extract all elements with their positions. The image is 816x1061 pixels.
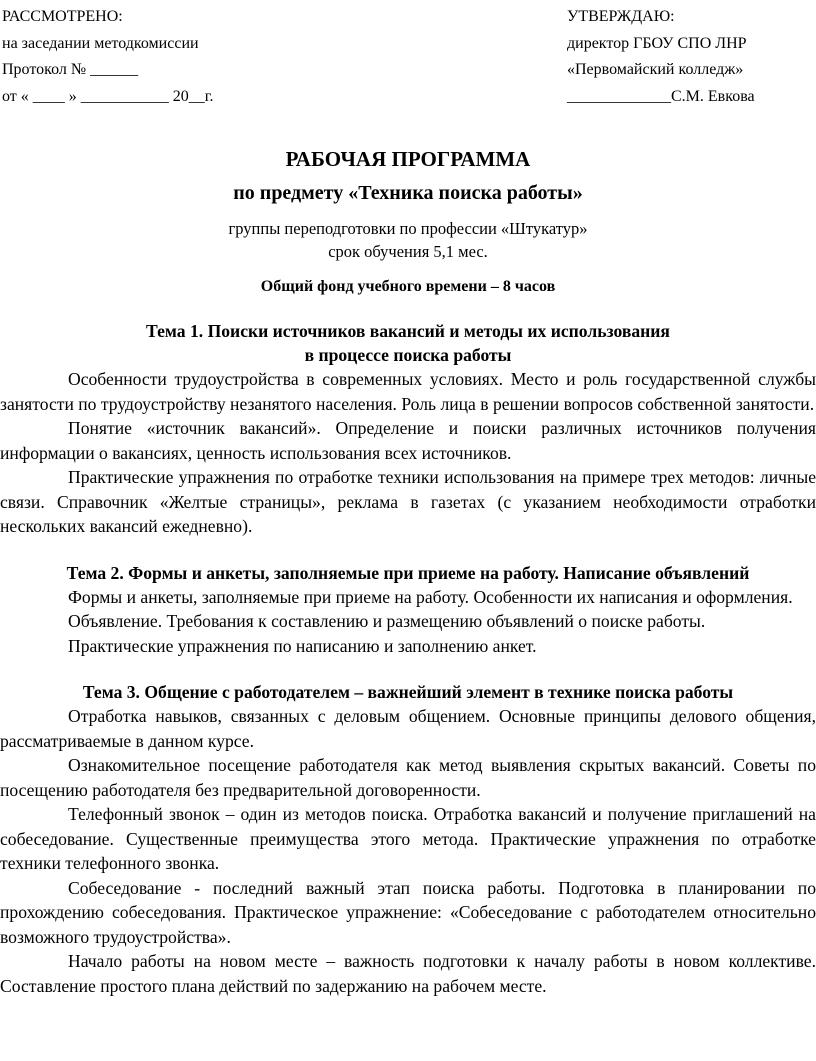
paragraph: Телефонный звонок – один из методов поиска. Отработка вакансий и получение приглашений на собеседование. Существенные преимущества этого метода. Практические упражнения по отработке техники телефонного звонка.: [0, 804, 816, 873]
duration-line: срок обучения 5,1 мес.: [328, 242, 488, 261]
paragraph: Начало работы на новом месте – важность подготовки к началу работы в новом коллективе. Составление простого плана действий по задержанию на рабочем месте.: [0, 951, 816, 996]
paragraph: Понятие «источник вакансий». Определение и поиски различных источников получения информации о вакансиях, ценность использования всех источников.: [0, 418, 816, 463]
paragraph: Ознакомительное посещение работодателя как метод выявления скрытых вакансий. Советы по посещению работодателя без предварительной договоренности.: [0, 755, 816, 800]
topic-2: [0, 561, 816, 659]
paragraph: Собеседование - последний важный этап поиска работы. Подготовка в планировании по прохождению собеседования. Практическое упражнение: «Собеседование с работодателем относительно возможного трудоустройства».: [0, 877, 816, 947]
topic-3: [0, 680, 816, 998]
topic-title: Тема 3. Общение с работодателем – важнейший элемент в технике поиска работы: [82, 682, 734, 702]
date-line: от « ____ » ___________ 20__г.: [2, 87, 214, 105]
paragraph: Практические упражнения по написанию и заполнению анкет.: [68, 635, 537, 656]
paragraph: Объявление. Требования к составлению и размещению объявлений о поиске работы.: [68, 611, 706, 631]
topic-title: Тема 1. Поиски источников вакансий и методы их использования: [146, 321, 670, 341]
protocol-line: Протокол № ______: [2, 61, 139, 78]
signature-line: _____________С.М. Евкова: [567, 87, 755, 105]
approved-label: УТВЕРЖДАЮ:: [567, 8, 675, 25]
paragraph: Особенности трудоустройства в современных условиях. Место и роль государственной службы занятости по трудоустройству незанятого населения. Роль лица в решении вопросов собственной занятости.: [0, 369, 816, 414]
director-line: директор ГБОУ СПО ЛНР: [567, 34, 747, 52]
paragraph: Практические упражнения по отработке техники использования на примере трех методов: личные связи. Справочник «Желтые страницы», реклама в газетах (с указанием необходимости отработки нескольких вакансий ежедневно).: [0, 467, 816, 536]
approval-review-block: [2, 4, 332, 110]
paragraph: Отработка навыков, связанных с деловым общением. Основные принципы делового общения, рассматриваемые в данном курсе.: [0, 706, 816, 751]
approval-sign-block: [567, 4, 816, 110]
college-line: «Первомайский колледж»: [567, 61, 744, 78]
study-fund-line: Общий фонд учебного времени – 8 часов: [260, 278, 556, 295]
document-subtitle: по предмету «Техника поиска работы»: [233, 182, 583, 204]
topic-1: [0, 319, 816, 539]
paragraph: Формы и анкеты, заполняемые при приеме на работу. Особенности их написания и оформления.: [68, 586, 793, 607]
program-body: [0, 319, 816, 998]
document-title: РАБОЧАЯ ПРОГРАММА: [285, 147, 531, 171]
reviewed-label: РАССМОТРЕНО:: [2, 8, 123, 25]
topic-title: Тема 2. Формы и анкеты, заполняемые при приеме на работу. Написание объявлений: [66, 562, 750, 583]
title-block: [0, 142, 816, 298]
topic-title-continued: в процессе поиска работы: [304, 345, 512, 365]
group-line: группы переподготовки по профессии «Штукатур»: [228, 219, 588, 238]
commission-line: на заседании методкомиссии: [2, 34, 199, 52]
